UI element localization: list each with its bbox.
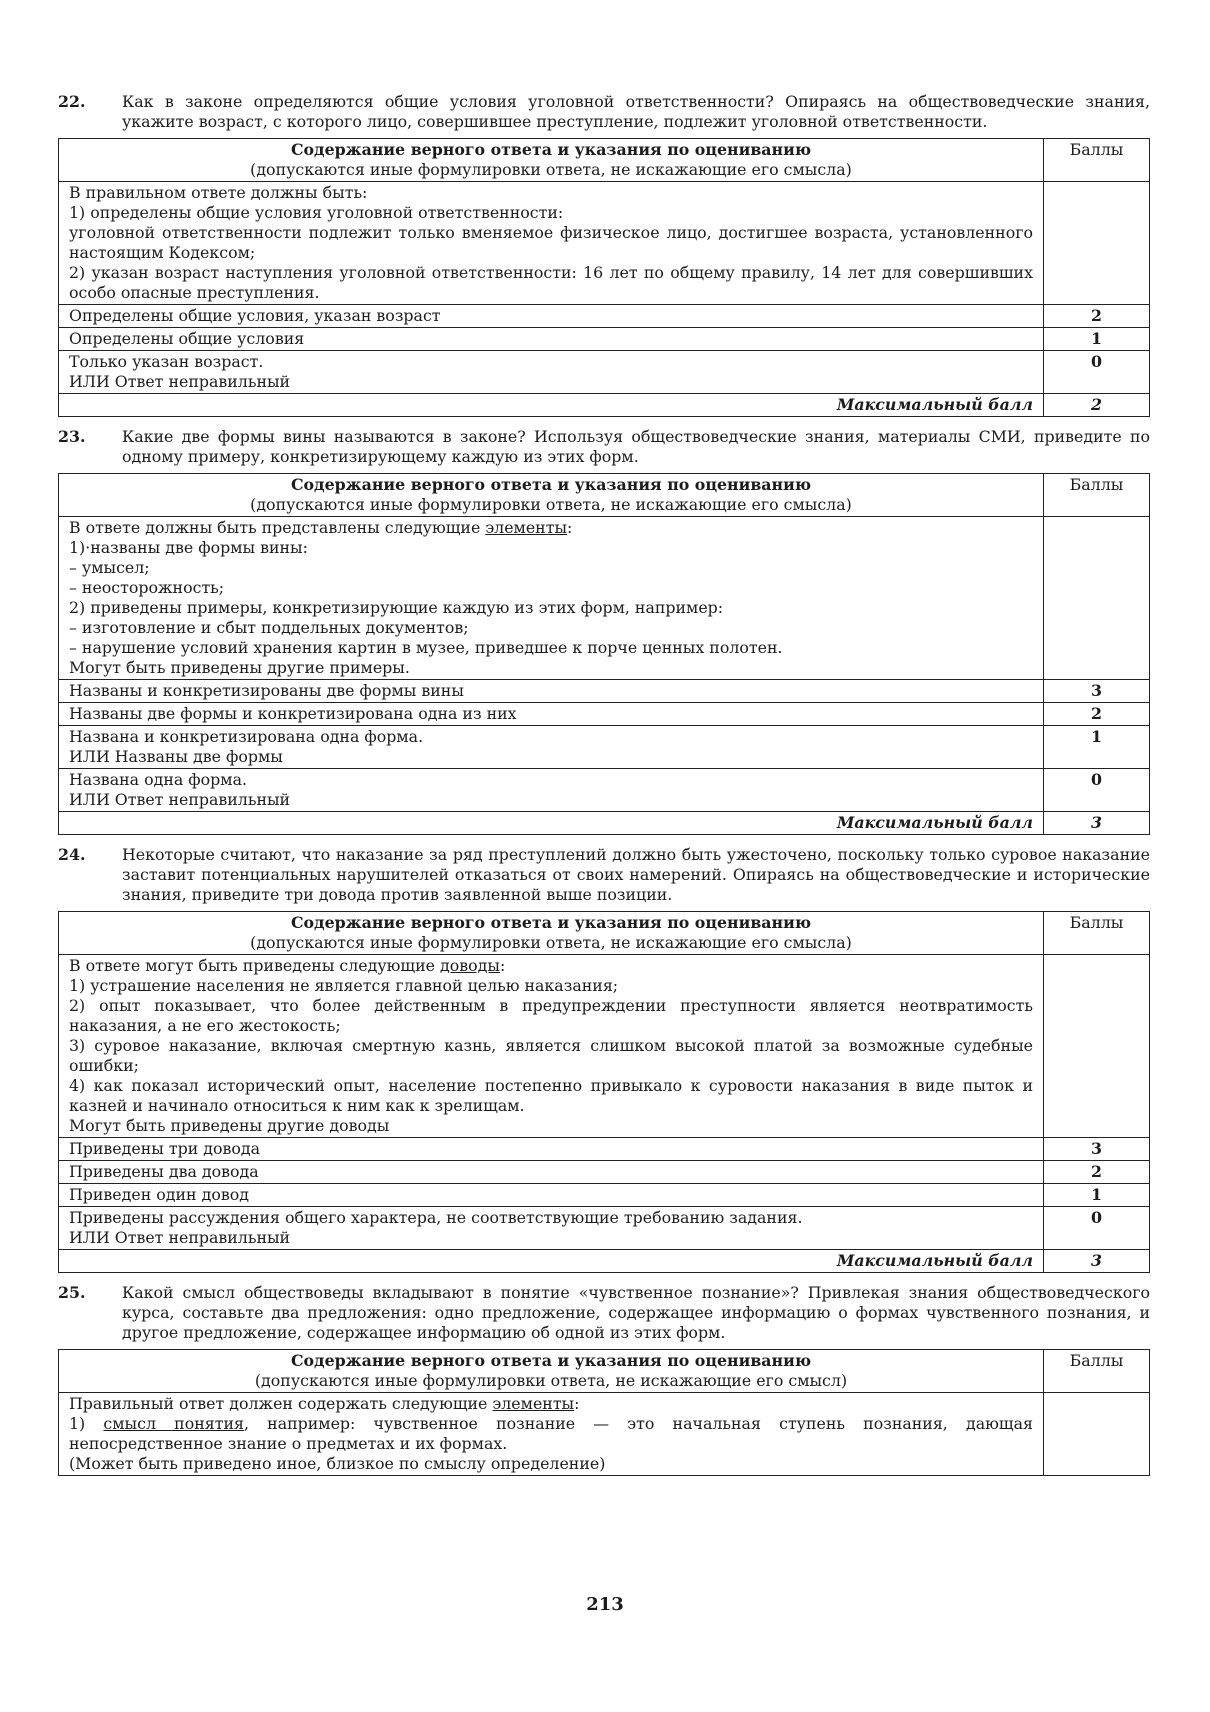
answer-intro-line bbox=[69, 1394, 1033, 1414]
answer-content bbox=[59, 182, 1044, 305]
answer-line: – нарушение условий хранения картин в музее, приведшее к порче ценных полотен. bbox=[69, 638, 783, 657]
answer-rest: , например: чувственное познание — это начальная ступень познания, дающая непосредственное знание о предметах и их формах. bbox=[69, 1414, 1033, 1453]
question-number: 23. bbox=[58, 427, 86, 446]
max-score-value: 3 bbox=[1044, 1250, 1150, 1273]
criteria-score: 2 bbox=[1044, 305, 1150, 328]
answer-line bbox=[69, 1414, 1033, 1454]
answer-line: уголовной ответственности подлежит только вменяемое физическое лицо, достигшее возраста, установленного настоящим Кодексом; bbox=[69, 223, 1033, 262]
criteria-text-alt: ИЛИ Ответ неправильный bbox=[69, 1228, 291, 1247]
answer-intro-line: В ответе должны быть представлены следующие элементы: bbox=[69, 518, 573, 537]
grading-table-24 bbox=[58, 911, 1150, 1273]
criteria-text: Названы и конкретизированы две формы вины bbox=[59, 680, 1044, 703]
criteria-row bbox=[59, 703, 1150, 726]
answer-intro-underlined: доводы bbox=[440, 956, 500, 975]
criteria-row bbox=[59, 351, 1150, 394]
table-header-content bbox=[59, 474, 1044, 517]
answer-line: В правильном ответе должны быть: bbox=[69, 183, 368, 202]
criteria-score: 2 bbox=[1044, 1161, 1150, 1184]
header-title: Содержание верного ответа и указания по оцениванию bbox=[290, 140, 812, 159]
answer-prefix: 1) bbox=[69, 1414, 104, 1433]
criteria-text: Приведены два довода bbox=[59, 1161, 1044, 1184]
table-header-row bbox=[59, 912, 1150, 955]
question-23 bbox=[58, 427, 1150, 467]
criteria-row bbox=[59, 1184, 1150, 1207]
criteria-text: Названа одна форма. bbox=[69, 770, 248, 789]
answer-row bbox=[59, 517, 1150, 680]
question-text: Какие две формы вины называются в законе? Используя обществоведческие знания, материалы СМИ, приведите по одному примеру, конкретизирующему каждую из этих форм. bbox=[122, 427, 1150, 466]
table-header-row bbox=[59, 474, 1150, 517]
answer-line: Могут быть приведены другие примеры. bbox=[69, 658, 410, 677]
answer-row bbox=[59, 1393, 1150, 1476]
header-title: Содержание верного ответа и указания по оцениванию bbox=[290, 1351, 812, 1370]
grading-table-25 bbox=[58, 1349, 1150, 1476]
table-header-row bbox=[59, 1350, 1150, 1393]
criteria-text-alt: ИЛИ Ответ неправильный bbox=[69, 372, 291, 391]
answer-intro-underlined: элементы bbox=[492, 1394, 575, 1413]
criteria-score: 1 bbox=[1044, 726, 1150, 769]
max-score-label: Максимальный балл bbox=[59, 1250, 1044, 1273]
question-number: 25. bbox=[58, 1283, 86, 1302]
header-score: Баллы bbox=[1044, 474, 1150, 517]
criteria-score: 1 bbox=[1044, 328, 1150, 351]
header-subtitle: (допускаются иные формулировки ответа, не искажающие его смысла) bbox=[250, 495, 852, 514]
answer-content bbox=[59, 955, 1044, 1138]
answer-line: 1) определены общие условия уголовной ответственности: bbox=[69, 203, 564, 222]
criteria-score: 0 bbox=[1044, 1207, 1150, 1250]
criteria-text: Названы две формы и конкретизирована одна из них bbox=[59, 703, 1044, 726]
answer-line: Могут быть приведены другие доводы bbox=[69, 1116, 390, 1135]
max-score-label: Максимальный балл bbox=[59, 394, 1044, 417]
criteria-row bbox=[59, 1207, 1150, 1250]
criteria-row bbox=[59, 328, 1150, 351]
answer-intro-end: : bbox=[499, 956, 506, 975]
criteria-text: Приведен один довод bbox=[59, 1184, 1044, 1207]
question-text: Как в законе определяются общие условия уголовной ответственности? Опираясь на обществоведческие знания, укажите возраст, с которого лицо, совершившее преступление, подлежит уголовной ответственности. bbox=[122, 92, 1150, 131]
header-score: Баллы bbox=[1044, 139, 1150, 182]
max-row bbox=[59, 394, 1150, 417]
question-text: Некоторые считают, что наказание за ряд преступлений должно быть ужесточено, поскольку только суровое наказание заставит потенциальных нарушителей отказаться от своих намерений. Опираясь на обществоведческие и исторические знания, приведите три довода против заявленной выше позиции. bbox=[122, 845, 1150, 904]
criteria-text-block bbox=[59, 1207, 1044, 1250]
max-score-value: 3 bbox=[1044, 812, 1150, 835]
question-text: Какой смысл обществоведы вкладывают в понятие «чувственное познание»? Привлекая знания обществоведческого курса, составьте два предложения: одно предложение, содержащее информацию о формах чувственного познания, и другое предложение, содержащее информацию об одной из этих форм. bbox=[122, 1283, 1150, 1342]
answer-line: 3) суровое наказание, включая смертную казнь, является слишком высокой платой за возможные судебные ошибки; bbox=[69, 1036, 1033, 1075]
answer-underlined: смысл понятия bbox=[103, 1414, 244, 1433]
answer-intro: В ответе могут быть приведены следующие bbox=[69, 956, 441, 975]
criteria-row bbox=[59, 726, 1150, 769]
criteria-text: Только указан возраст. bbox=[69, 352, 264, 371]
criteria-row bbox=[59, 680, 1150, 703]
header-score: Баллы bbox=[1044, 912, 1150, 955]
question-number: 24. bbox=[58, 845, 86, 864]
criteria-row bbox=[59, 1161, 1150, 1184]
header-subtitle: (допускаются иные формулировки ответа, не искажающие его смысл) bbox=[254, 1371, 848, 1390]
table-header-row bbox=[59, 139, 1150, 182]
criteria-text-block bbox=[59, 726, 1044, 769]
criteria-text: Определены общие условия bbox=[59, 328, 1044, 351]
max-score-value: 2 bbox=[1044, 394, 1150, 417]
grading-table-22 bbox=[58, 138, 1150, 417]
question-24 bbox=[58, 845, 1150, 905]
criteria-text-block bbox=[59, 351, 1044, 394]
page bbox=[58, 92, 1150, 1486]
criteria-score: 3 bbox=[1044, 1138, 1150, 1161]
answer-line: 4) как показал исторический опыт, население постепенно привыкало к суровости наказания в виде пыток и казней и начинало относиться к ним как к зрелищам. bbox=[69, 1076, 1033, 1115]
criteria-text: Приведены три довода bbox=[59, 1138, 1044, 1161]
criteria-score: 0 bbox=[1044, 351, 1150, 394]
criteria-score: 3 bbox=[1044, 680, 1150, 703]
criteria-text: Определены общие условия, указан возраст bbox=[59, 305, 1044, 328]
question-25 bbox=[58, 1283, 1150, 1343]
criteria-text-alt: ИЛИ Названы две формы bbox=[69, 747, 283, 766]
criteria-text-alt: ИЛИ Ответ неправильный bbox=[69, 790, 291, 809]
header-subtitle: (допускаются иные формулировки ответа, не искажающие его смысла) bbox=[250, 160, 852, 179]
answer-line: (Может быть приведено иное, близкое по смыслу определение) bbox=[69, 1454, 606, 1473]
header-score: Баллы bbox=[1044, 1350, 1150, 1393]
answer-score-empty bbox=[1044, 182, 1150, 305]
answer-content bbox=[59, 517, 1044, 680]
criteria-score: 0 bbox=[1044, 769, 1150, 812]
max-row bbox=[59, 812, 1150, 835]
answer-line: – изготовление и сбыт поддельных документов; bbox=[69, 618, 469, 637]
question-22 bbox=[58, 92, 1150, 132]
criteria-text: Приведены рассуждения общего характера, не соответствующие требованию задания. bbox=[69, 1208, 803, 1227]
answer-line: 1)·названы две формы вины: bbox=[69, 538, 308, 557]
criteria-score: 2 bbox=[1044, 703, 1150, 726]
max-score-label: Максимальный балл bbox=[59, 812, 1044, 835]
table-header-content bbox=[59, 139, 1044, 182]
answer-line: 2) опыт показывает, что более действенным в предупреждении преступности является неотвратимость наказания, а не его жестокость; bbox=[69, 996, 1033, 1035]
answer-intro: Правильный ответ должен содержать следующие bbox=[69, 1394, 493, 1413]
answer-line: 1) устрашение населения не является главной целью наказания; bbox=[69, 976, 619, 995]
max-row bbox=[59, 1250, 1150, 1273]
answer-line: – неосторожность; bbox=[69, 578, 225, 597]
answer-row bbox=[59, 182, 1150, 305]
answer-intro-line bbox=[69, 956, 1033, 976]
answer-score-empty bbox=[1044, 1393, 1150, 1476]
answer-content bbox=[59, 1393, 1044, 1476]
grading-table-23 bbox=[58, 473, 1150, 835]
answer-score-empty bbox=[1044, 955, 1150, 1138]
answer-score-empty bbox=[1044, 517, 1150, 680]
criteria-row bbox=[59, 1138, 1150, 1161]
header-title: Содержание верного ответа и указания по оцениванию bbox=[290, 913, 812, 932]
answer-row bbox=[59, 955, 1150, 1138]
criteria-text: Названа и конкретизирована одна форма. bbox=[69, 727, 424, 746]
criteria-score: 1 bbox=[1044, 1184, 1150, 1207]
answer-line: – умысел; bbox=[69, 558, 150, 577]
table-header-content bbox=[59, 1350, 1044, 1393]
answer-line: 2) приведены примеры, конкретизирующие каждую из этих форм, например: bbox=[69, 598, 724, 617]
page-number: 213 bbox=[586, 1594, 624, 1615]
answer-intro-end: : bbox=[574, 1394, 580, 1413]
criteria-row bbox=[59, 305, 1150, 328]
answer-intro-underlined: элементы bbox=[485, 518, 568, 537]
table-header-content bbox=[59, 912, 1044, 955]
answer-intro: В ответе должны быть представлены следующие bbox=[69, 518, 486, 537]
question-number: 22. bbox=[58, 92, 86, 111]
criteria-row bbox=[59, 769, 1150, 812]
criteria-text-block bbox=[59, 769, 1044, 812]
header-subtitle: (допускаются иные формулировки ответа, не искажающие его смысла) bbox=[250, 933, 852, 952]
answer-line: 2) указан возраст наступления уголовной ответственности: 16 лет по общему правилу, 14 лет для совершивших особо опасные преступления. bbox=[69, 263, 1033, 302]
header-title: Содержание верного ответа и указания по оцениванию bbox=[290, 475, 812, 494]
